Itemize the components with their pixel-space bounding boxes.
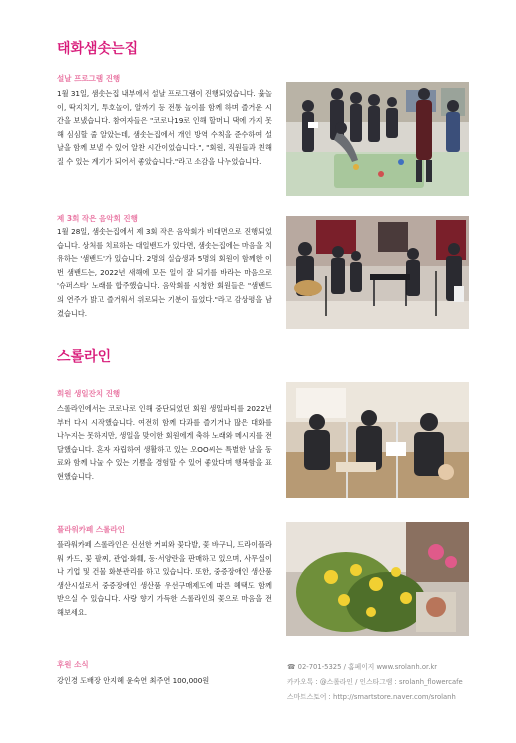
contact-kakao-instagram: 카카오톡 : @스롤라인 / 인스타그램 : srolanh_flowercafe — [287, 678, 463, 686]
article-body-flower-cafe: 플라워카페 스롤라인은 신선한 커피와 꽃다발, 꽃 바구니, 드라이플라워 카드, 꽃 팔찌, 관엽·화훼, 동·서양란을 판매하고 있으며, 사무실이나 기업 및 건물 화분관리를 하고 있습니다. 또한, 중증장애인 생산품 생산시설로서 중증장애인 생산품 우선구매제도에 따른 혜택도 함께 받으실 수 있습니다. 사랑 향기 가득한 스롤라인의 꽃으로 마음을 전해보세요. — [57, 540, 272, 617]
article-subtitle-flower-cafe: 플라워카페 스롤라인 — [57, 525, 125, 534]
donation-title: 후원 소식 — [57, 660, 89, 669]
donation-text: 강인경 도배장 안지혜 윤숙연 최주연 100,000원 — [57, 676, 210, 685]
article-subtitle-seollal: 설날 프로그램 진행 — [57, 74, 121, 83]
section-title-taehwa: 태화샘솟는집 — [57, 41, 139, 57]
photo-seollal-games — [286, 82, 469, 196]
section-title-srolanh: 스롤라인 — [57, 349, 112, 365]
contact-smartstore: 스마트스토어 : http://smartstore.naver.com/srolanh — [287, 693, 456, 701]
article-body-birthday: 스롤라인에서는 코로나로 인해 중단되었던 회원 생일파티를 2022년부터 다시 시작했습니다. 여전히 함께 다과를 즐기거나 많은 대화를 나누지는 못하지만, 생일을 맞이한 회원에게 축하 노래와 메시지를 전달했습니다. 혼자 자립하여 생활하고 있는 오OO씨는 특별한 날을 동료와 함께 나눌 수 있는 기쁨을 경험할 수 있어 좋았다며 행복함을 표현했습니다. — [57, 404, 272, 481]
contact-phone-homepage: ☎ 02-701-5325 / 홈페이지 www.srolanh.or.kr — [287, 663, 438, 671]
photo-birthday-party — [286, 382, 469, 498]
article-subtitle-concert: 제 3회 작은 음악회 진행 — [57, 214, 138, 223]
article-body-concert: 1월 28일, 샘솟는집에서 제 3회 작은 음악회가 비대면으로 진행되었습니다. 상처를 치료하는 대일밴드가 있다면, 샘솟는집에는 마음을 치유하는 '샘밴드'가 있습니다. 2명의 실습생과 5명의 회원이 함께한 이번 샘밴드는, 2022년 새해에 모든 일이 잘 되기를 바라는 마음으로 '슈퍼스타' 노래를 합주했습니다. 음악회를 시청한 회원들은 "샘밴드의 연주가 밝고 즐거워서 위로되는 기분이 들었다."라고 감상평을 남겼습니다. — [57, 227, 272, 318]
photo-flower-arrangement — [286, 522, 469, 636]
photo-small-concert — [286, 216, 469, 329]
article-body-seollal: 1월 31일, 샘솟는집 내부에서 설날 프로그램이 진행되었습니다. 윷놀이, 딱지치기, 투호놀이, 알까기 등 전통 놀이를 함께 하며 즐거운 시간을 보냈습니다. 참여자들은 "코로나19로 인해 할머니 댁에 가지 못해 심심할 줄 알았는데, 샘솟는집에서 개인 방역 수칙을 준수하여 설날을 함께 보낼 수 있어 알찬 시간이었습니다.", "회원, 직원들과 친해질 수 있는 계기가 되어서 좋았습니다."라고 소감을 나누었습니다. — [57, 89, 272, 166]
article-subtitle-birthday: 회원 생일잔치 진행 — [57, 389, 121, 398]
